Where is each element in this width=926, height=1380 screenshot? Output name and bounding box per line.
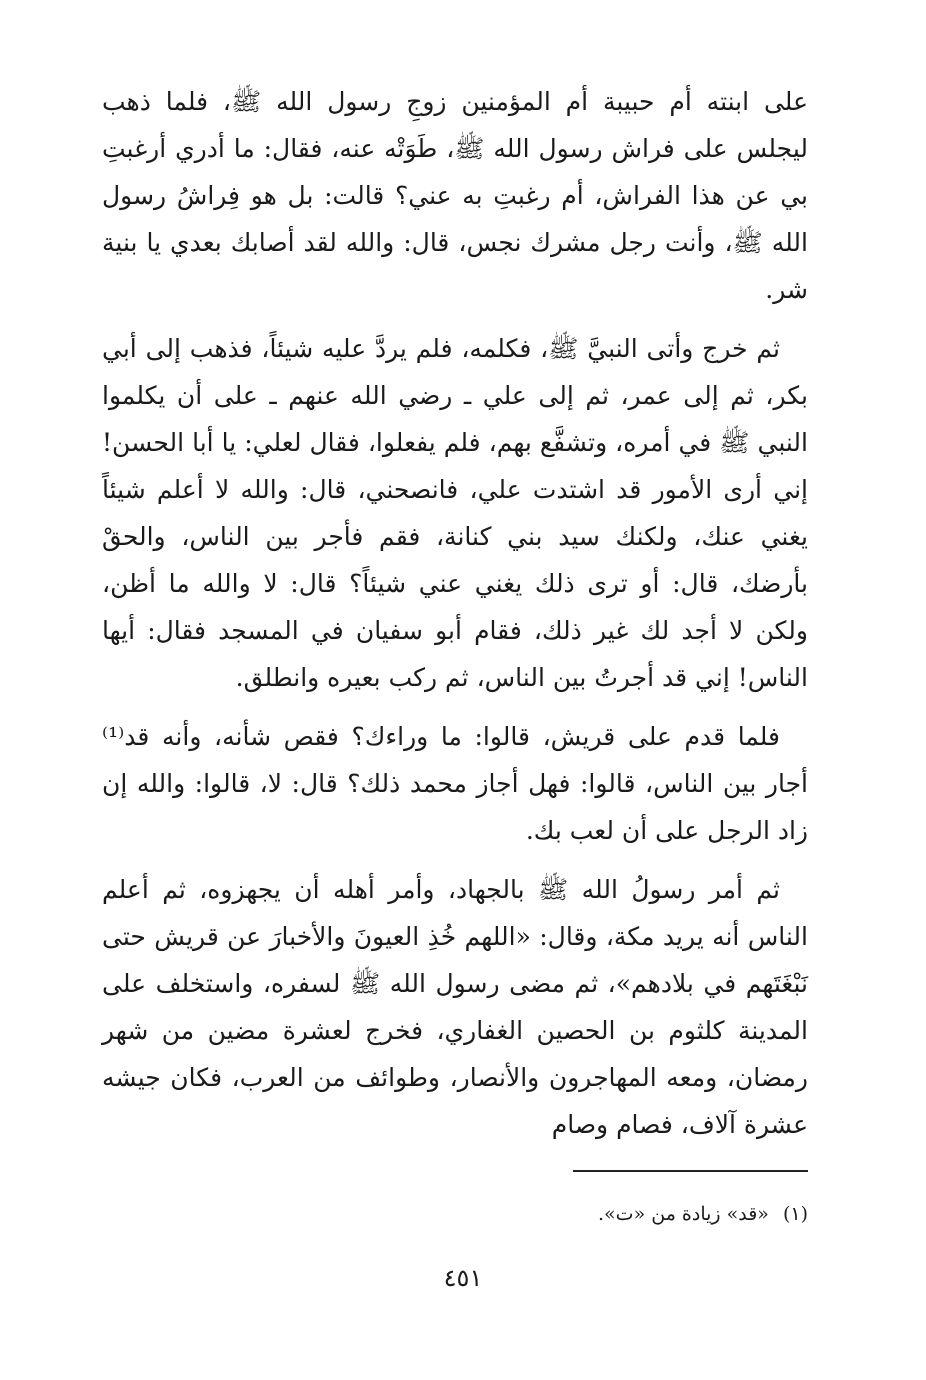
paragraph-1: على ابنته أم حبيبة أم المؤمنين زوجِ رسول الله ﷺ، فلما ذهب ليجلس على فراش رسول الله ﷺ، طَوَتْه عنه، فقال: ما أدري أرغبتِ بي عن هذا الفراش، أم رغبتِ به عني؟ قالت: بل هو فِراشُ رسول الله ﷺ، وأنت رجل مشرك نجس، قال: والله لقد أصابك بعدي يا بنية شر. [102, 87, 808, 304]
paragraph-4: ثم أمر رسولُ الله ﷺ بالجهاد، وأمر أهله أن يجهزوه، ثم أعلم الناس أنه يريد مكة، وقال: «اللهم خُذِ العيونَ والأخبارَ عن قريش حتى نَبْغَتَهم في بلادهم»، ثم مضى رسول الله ﷺ لسفره، واستخلف على المدينة كلثوم بن الحصين الغفاري، فخرج لعشرة مضين من شهر رمضان، ومعه المهاجرون والأنصار، وطوائف من العرب، فكان جيشه عشرة آلاف، فصام وصام [102, 875, 808, 1139]
page-number: ٤٥١ [443, 1264, 483, 1292]
book-page [0, 78, 926, 1378]
footnote-number: (١) [782, 1203, 808, 1225]
footnote [102, 1200, 808, 1228]
paragraph-3: فلما قدم على قريش، قالوا: ما وراءك؟ فقص شأنه، وأنه قد⁽¹⁾ أجار بين الناس، قالوا: فهل أجاز محمد ذلك؟ قال: لا، قالوا: والله إن زاد الرجل على أن لعب بك. [102, 722, 808, 845]
footnote-text: «قد» زيادة من «ت». [598, 1203, 769, 1225]
paragraph-2: ثم خرج وأتى النبيَّ ﷺ، فكلمه، فلم يردَّ عليه شيئاً، فذهب إلى أبي بكر، ثم إلى عمر، ثم إلى علي ـ رضي الله عنهم ـ على أن يكلموا النبي ﷺ في أمره، وتشفَّع بهم، فلم يفعلوا، فقال لعلي: يا أبا الحسن! إني أرى الأمور قد اشتدت علي، فانصحني، قال: والله لا أعلم شيئاً يغني عنك، ولكنك سيد بني كنانة، فقم فأجر بين الناس، والحقْ بأرضك، قال: أو ترى ذلك يغني عني شيئاً؟ قال: لا والله ما أظن، ولكن لا أجد لك غير ذلك، فقام أبو سفيان في المسجد فقال: أيها الناس! إني قد أجرتُ بين الناس، ثم ركب بعيره وانطلق. [102, 334, 808, 692]
footnote-separator [573, 1170, 808, 1172]
main-text [102, 78, 808, 1160]
